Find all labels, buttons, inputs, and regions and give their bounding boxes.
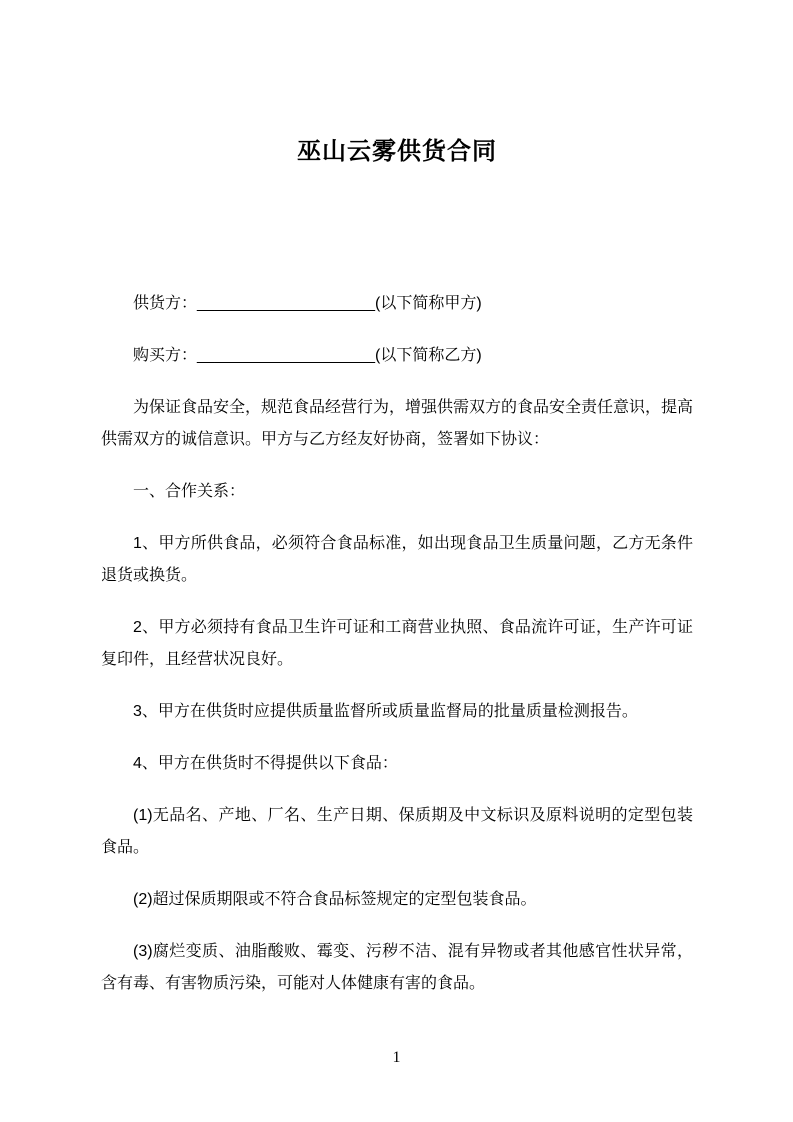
page-number: 1 [392,1049,401,1066]
supplier-label: 供货方： [133,295,198,312]
clause-2: 2、甲方必须持有食品卫生许可证和工商营业执照、食品流许可证，生产许可证复印件，且经营状况良好。 [101,619,693,668]
supplier-line [101,288,693,320]
supplier-blank-line: ____________________ [197,295,375,312]
clause-3: 3、甲方在供货时应提供质量监督所或质量监督局的批量质量检测报告。 [133,703,638,720]
buyer-suffix: (以下简称乙方) [374,347,482,364]
section-heading-cooperation: 一、合作关系： [133,483,246,500]
intro-paragraph: 为保证食品安全，规范食品经营行为，增强供需双方的食品安全责任意识，提高供需双方的诚信意识。甲方与乙方经友好协商，签署如下协议： [101,399,694,448]
clause-4: 4、甲方在供货时不得提供以下食品： [133,755,398,772]
clause-4-sub-2: (2)超过保质期限或不符合食品标签规定的定型包装食品。 [133,891,537,908]
supplier-suffix: (以下简称甲方) [374,295,482,312]
buyer-blank-line: ____________________ [197,347,375,364]
buyer-line [101,340,693,372]
buyer-label: 购买方： [133,347,198,364]
document-title: 巫山云雾供货合同 [297,138,497,165]
clause-1: 1、甲方所供食品，必须符合食品标准，如出现食品卫生质量问题，乙方无条件退货或换货。 [101,535,693,584]
clause-4-sub-1: (1)无品名、产地、厂名、生产日期、保质期及中文标识及原料说明的定型包装食品。 [101,807,693,856]
clause-4-sub-3: (3)腐烂变质、油脂酸败、霉变、污秽不洁、混有异物或者其他感官性状异常，含有毒、有害物质污染，可能对人体健康有害的食品。 [101,943,693,992]
